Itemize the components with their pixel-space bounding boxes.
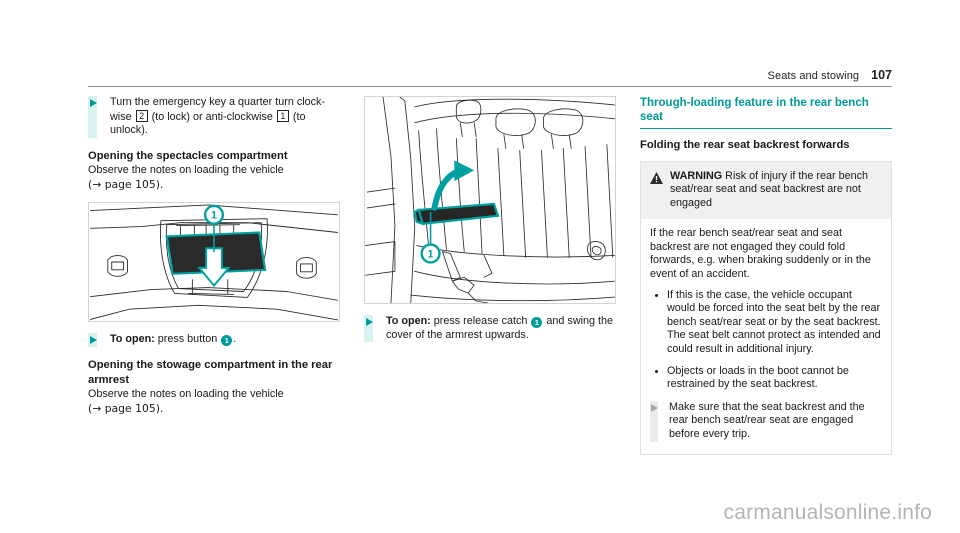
section-heading: Through-loading feature in the rear bench seat bbox=[640, 97, 869, 123]
figure-spectacles-compartment bbox=[88, 202, 340, 322]
heading-spectacles-compartment: Opening the spectacles compartment bbox=[88, 149, 288, 162]
ref-box-1: 1 bbox=[277, 110, 289, 122]
running-head bbox=[88, 68, 892, 82]
action-arrow-icon bbox=[366, 318, 373, 326]
warning-triangle-icon bbox=[650, 171, 663, 189]
warning-body-text: If the rear bench seat/rear seat and seat backrest are not engaged they could fold forwards, e.g. when braking suddenly or in the event of an accident. bbox=[650, 227, 871, 281]
action-text-before: Turn the emergency key a quarter turn clock-wise bbox=[110, 96, 326, 123]
warning-header bbox=[641, 162, 891, 220]
figure-callout-1 bbox=[205, 206, 223, 224]
running-head-rule bbox=[88, 86, 892, 87]
action-text bbox=[386, 315, 616, 342]
ref-page-stowage: (→ page 105). bbox=[88, 401, 164, 415]
spacer bbox=[364, 304, 616, 315]
action-text-before: press release catch bbox=[430, 315, 531, 327]
spacer bbox=[88, 347, 340, 358]
heading-stowage-compartment: Opening the stowage compartment in the rear armrest bbox=[88, 359, 333, 386]
column-right bbox=[640, 96, 892, 455]
action-arrow-icon bbox=[90, 336, 97, 344]
list-item: Objects or loads in the boot cannot be restrained by the seat backrest. bbox=[650, 365, 882, 392]
action-label: To open: bbox=[386, 315, 431, 327]
page-number: 107 bbox=[871, 68, 892, 82]
action-text-tail: . bbox=[233, 333, 237, 346]
para-spectacles: Observe the notes on loading the vehicle bbox=[88, 164, 284, 177]
watermark: carmanualsonline.info bbox=[723, 501, 932, 524]
action-arrow-icon bbox=[651, 404, 658, 412]
ref-page-spectacles: (→ page 105). bbox=[88, 177, 164, 191]
warning-bullet-list bbox=[650, 289, 882, 392]
column-left bbox=[88, 96, 340, 415]
warning-action bbox=[650, 401, 882, 442]
warning-action-text: Make sure that the seat backrest and the rear bench seat/rear seat are engaged before every trip. bbox=[669, 400, 865, 440]
para-stowage: Observe the notes on loading the vehicle bbox=[88, 388, 284, 401]
action-turn-emergency-key bbox=[88, 96, 340, 138]
warning-title: Risk of injury if the rear bench seat/rear seat and seat backrest are not engaged bbox=[670, 169, 869, 209]
running-head-title: Seats and stowing bbox=[767, 70, 860, 82]
page-columns bbox=[88, 96, 892, 456]
warning-body bbox=[641, 219, 891, 453]
subsection-heading: Folding the rear seat backrest forwards bbox=[640, 139, 850, 151]
action-text-after: (to unlock). bbox=[110, 110, 306, 137]
spacer bbox=[88, 138, 340, 149]
list-item: If this is the case, the vehicle occupant would be forced into the seat belt by the rear bench seat/rear seat or by the seat backrest. The seat belt cannot protect as intended and could result in additional injury. bbox=[650, 289, 882, 357]
action-text-body: press button bbox=[154, 333, 221, 346]
figure-rear-armrest bbox=[364, 96, 616, 304]
action-label: To open: bbox=[110, 333, 155, 346]
action-arrow-icon bbox=[90, 99, 97, 107]
svg-text:1: 1 bbox=[427, 248, 434, 261]
spacer bbox=[640, 154, 892, 161]
section-heading-rule bbox=[640, 128, 892, 129]
spacer bbox=[88, 191, 340, 202]
action-text bbox=[110, 96, 340, 138]
ref-circle-1: 1 bbox=[531, 317, 542, 328]
ref-box-2: 2 bbox=[136, 110, 148, 122]
action-text-after: and swing the cover of the armrest upwards. bbox=[386, 315, 614, 341]
column-middle bbox=[364, 96, 616, 342]
spacer bbox=[88, 322, 340, 333]
warning-header-text bbox=[670, 170, 882, 211]
figure-callout-1 bbox=[422, 245, 440, 263]
action-text bbox=[110, 333, 340, 347]
warning-box bbox=[640, 161, 892, 455]
svg-text:1: 1 bbox=[210, 210, 218, 223]
ref-circle-1: 1 bbox=[221, 335, 232, 346]
warning-label: WARNING bbox=[670, 169, 723, 182]
action-to-open-armrest bbox=[364, 315, 616, 342]
action-to-open-spectacles bbox=[88, 333, 340, 347]
action-text-mid: (to lock) or anti-clockwise bbox=[148, 110, 276, 123]
